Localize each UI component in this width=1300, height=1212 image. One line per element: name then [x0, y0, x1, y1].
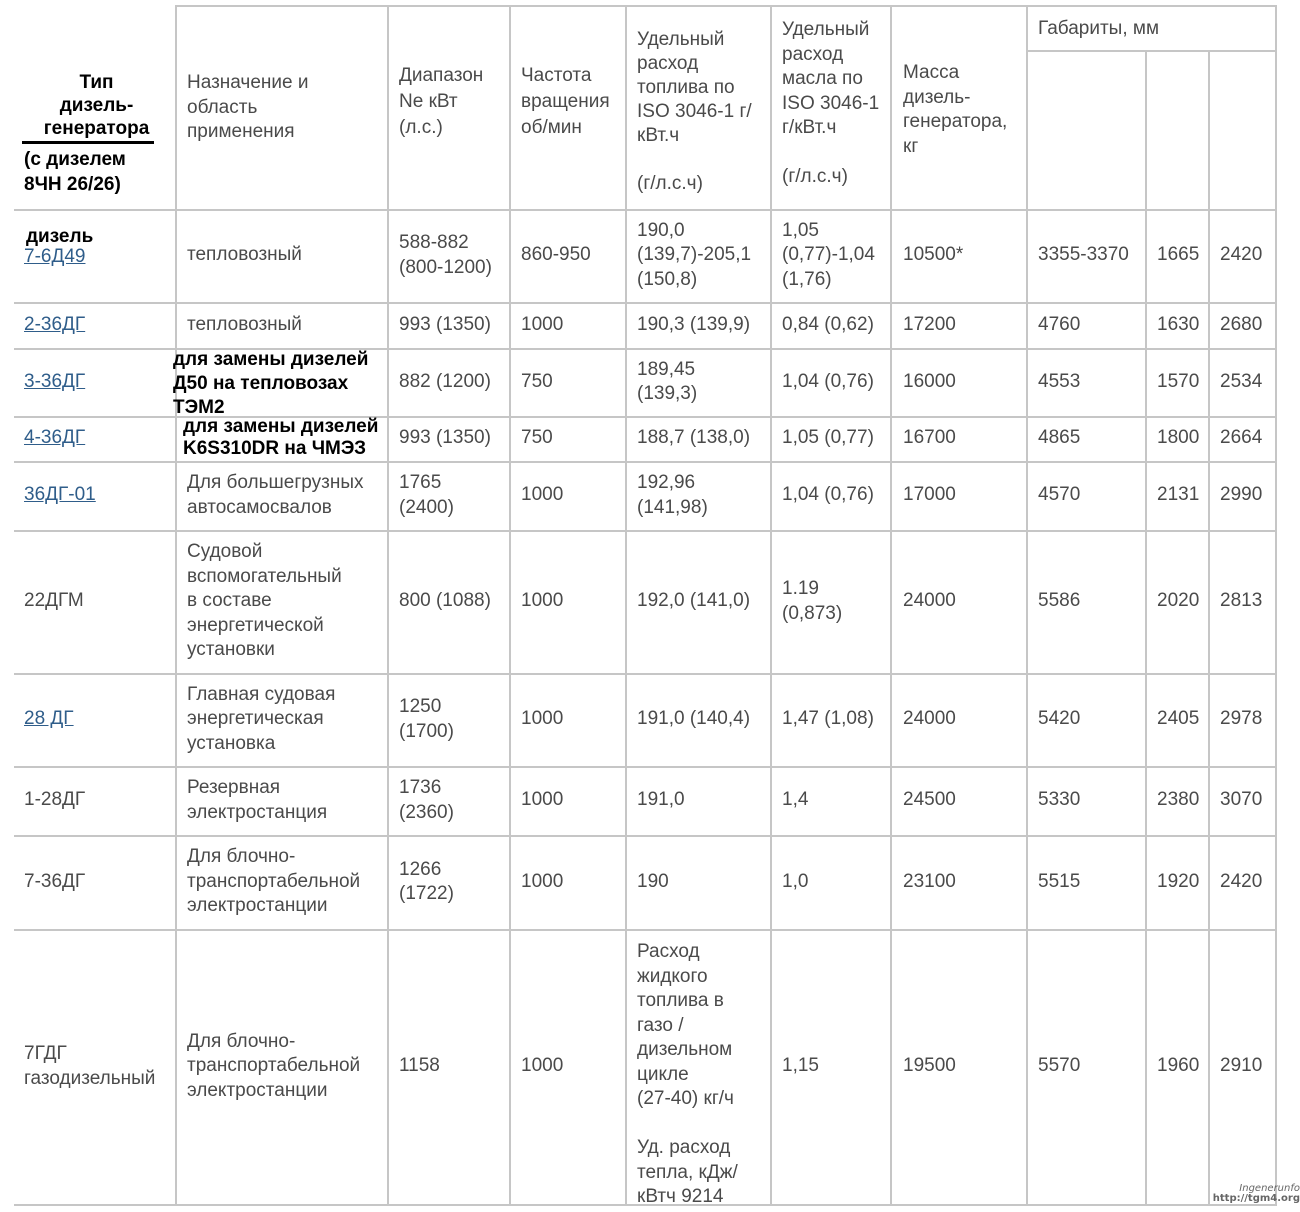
row-border [14, 530, 1277, 532]
cell-type-link[interactable]: 2-36ДГ [24, 313, 86, 335]
col-border [1145, 50, 1147, 1206]
header-fuel: Удельный расход топлива по ISO 3046-1 г/ кВт.ч (г/л.с.ч) [637, 29, 752, 194]
cell-length: 5586 [1038, 590, 1081, 612]
cell-height: 2534 [1220, 370, 1263, 392]
row-border [14, 673, 1277, 675]
cell-purpose: Для блочно- транспортабельной электростанции [187, 846, 361, 917]
header-oil: Удельный расход масла по ISO 3046-1 г/кВт.ч (г/л.с.ч) [782, 19, 880, 187]
cell-fuel: 191,0 (140,4) [637, 708, 751, 730]
cell-range: 1765 (2400) [399, 472, 454, 518]
cell-purpose: для замены дизелей Д50 на тепловозах ТЭМ2 [173, 349, 369, 418]
cell-height: 2990 [1220, 484, 1263, 506]
cell-rpm: 1000 [521, 708, 564, 730]
cell-height: 3070 [1220, 789, 1263, 811]
col-border [175, 6, 177, 1206]
cell-fuel: Расход жидкого топлива в газо / дизельном цикле (27-40) кг/ч Уд. расход тепла, кДж/ кВтч 9214 [637, 941, 738, 1207]
cell-width: 1800 [1157, 427, 1200, 449]
cell-purpose: Резервная электростанция [187, 777, 328, 823]
cell-mass: 16000 [903, 370, 956, 392]
header-type-sub: (с дизелем 8ЧН 26/26) [24, 149, 126, 195]
cell-fuel: 190,3 (139,9) [637, 313, 751, 335]
cell-type-link[interactable]: 36ДГ-01 [24, 484, 96, 506]
cell-range: 882 (1200) [399, 370, 491, 392]
cell-width: 1960 [1157, 1055, 1200, 1077]
cell-type: 7-36ДГ [24, 870, 86, 892]
cell-width: 2405 [1157, 708, 1200, 730]
col-border [387, 6, 389, 1206]
header-mass: Масса дизель- генератора, кг [903, 62, 1008, 157]
cell-mass: 19500 [903, 1055, 956, 1077]
cell-mass: 24000 [903, 708, 956, 730]
cell-mass: 10500* [903, 244, 964, 266]
col-border [890, 6, 892, 1206]
cell-range: 993 (1350) [399, 313, 491, 335]
cell-type: 7ГДГ газодизельный [24, 1043, 156, 1089]
cell-width: 1665 [1157, 244, 1200, 266]
cell-mass: 17000 [903, 484, 956, 506]
col-border [1026, 6, 1028, 1206]
cell-height: 2978 [1220, 708, 1263, 730]
cell-type-link[interactable]: 28 ДГ [24, 708, 74, 730]
cell-mass: 16700 [903, 427, 956, 449]
cell-range: 800 (1088) [399, 590, 491, 612]
cell-purpose: Для блочно- транспортабельной электростанции [187, 1030, 361, 1101]
header-range: Диапазон Ne кВт (л.с.) [399, 65, 484, 138]
header-type-underline [22, 141, 154, 144]
cell-rpm: 1000 [521, 870, 564, 892]
cell-type: 22ДГМ [24, 590, 84, 612]
cell-fuel: 189,45 (139,3) [637, 358, 698, 404]
cell-type-link[interactable]: 7-6Д49 [24, 246, 86, 267]
cell-rpm: 1000 [521, 313, 564, 335]
cell-height: 2420 [1220, 870, 1263, 892]
cell-range: 1266 (1722) [399, 858, 454, 904]
cell-width: 1630 [1157, 313, 1200, 335]
col-border [509, 6, 511, 1206]
header-rpm: Частота вращения об/мин [521, 65, 610, 138]
cell-mass: 24500 [903, 789, 956, 811]
cell-purpose: Для большегрузных автосамосвалов [187, 472, 364, 518]
cell-fuel: 190,0 (139,7)-205,1 (150,8) [637, 219, 752, 290]
cell-height: 2910 [1220, 1055, 1263, 1077]
cell-length: 3355-3370 [1038, 244, 1129, 266]
cell-width: 1920 [1157, 870, 1200, 892]
watermark-line2: http://tgm4.org [1212, 1193, 1300, 1204]
cell-rpm: 1000 [521, 590, 564, 612]
cell-type-link[interactable]: 3-36ДГ [24, 370, 86, 392]
cell-mass: 23100 [903, 870, 956, 892]
cell-width: 2380 [1157, 789, 1200, 811]
cell-oil: 1,15 [782, 1055, 819, 1077]
row-border [175, 5, 1277, 7]
cell-purpose: тепловозный [187, 244, 302, 266]
cell-purpose: Главная судовая энергетическая установка [187, 683, 336, 754]
cell-length: 5515 [1038, 870, 1081, 892]
cell-oil: 1,4 [782, 789, 809, 811]
cell-length: 5330 [1038, 789, 1081, 811]
cell-fuel: 191,0 [637, 789, 685, 811]
col-border [1208, 50, 1210, 1206]
cell-fuel: 192,0 (141,0) [637, 590, 751, 612]
header-dimensions: Габариты, мм [1038, 18, 1160, 39]
row-border [14, 209, 1277, 211]
header-type: Тип дизель- генератора [43, 72, 150, 139]
cell-type-link[interactable]: 4-36ДГ [24, 427, 86, 449]
cell-length: 4865 [1038, 427, 1081, 449]
cell-rpm: 860-950 [521, 244, 591, 266]
cell-height: 2813 [1220, 590, 1263, 612]
cell-width: 2131 [1157, 484, 1200, 506]
cell-length: 4570 [1038, 484, 1081, 506]
cell-oil: 1,05 (0,77)-1,04 (1,76) [782, 219, 875, 290]
row-border [1026, 50, 1277, 52]
cell-rpm: 1000 [521, 789, 564, 811]
cell-range: 993 (1350) [399, 427, 491, 449]
cell-rpm: 750 [521, 427, 553, 449]
col-border [1275, 6, 1277, 1206]
cell-type: 1-28ДГ [24, 789, 86, 811]
cell-oil: 0,84 (0,62) [782, 313, 874, 335]
cell-height: 2680 [1220, 313, 1263, 335]
cell-width: 1570 [1157, 370, 1200, 392]
cell-oil: 1,04 (0,76) [782, 370, 874, 392]
cell-purpose: Судовой вспомогательный в составе энергетической установки [187, 541, 342, 661]
header-purpose: Назначение и область применения [187, 72, 309, 142]
cell-range: 1250 (1700) [399, 696, 454, 742]
cell-fuel: 190 [637, 870, 669, 892]
cell-width: 2020 [1157, 590, 1200, 612]
cell-rpm: 1000 [521, 484, 564, 506]
cell-purpose: тепловозный [187, 313, 302, 335]
cell-length: 4553 [1038, 370, 1081, 392]
cell-oil: 1.19 (0,873) [782, 578, 843, 624]
cell-range: 588-882 (800-1200) [399, 232, 492, 278]
cell-length: 5420 [1038, 708, 1081, 730]
cell-purpose: для замены дизелей K6S310DR на ЧМЭЗ [183, 416, 379, 459]
row-border [14, 766, 1277, 768]
watermark [1205, 1184, 1300, 1204]
cell-mass: 17200 [903, 313, 956, 335]
cell-mass: 24000 [903, 590, 956, 612]
cell-fuel: 188,7 (138,0) [637, 427, 751, 449]
cell-length: 4760 [1038, 313, 1081, 335]
cell-height: 2420 [1220, 244, 1263, 266]
watermark-line1: Ingenerunfo [1239, 1183, 1300, 1194]
cell-fuel: 192,96 (141,98) [637, 472, 708, 518]
row-border [14, 461, 1277, 463]
cell-oil: 1,04 (0,76) [782, 484, 874, 506]
row-border [14, 835, 1277, 837]
cell-oil: 1,47 (1,08) [782, 708, 874, 730]
cell-rpm: 1000 [521, 1055, 564, 1077]
cell-range: 1158 [399, 1055, 440, 1077]
col-border [625, 6, 627, 1206]
cell-height: 2664 [1220, 427, 1263, 449]
cell-type-prefix: дизель [26, 226, 94, 247]
cell-oil: 1,0 [782, 870, 809, 892]
cell-rpm: 750 [521, 370, 553, 392]
cell-oil: 1,05 (0,77) [782, 427, 874, 449]
row-border [14, 929, 1277, 931]
row-border [14, 302, 1277, 304]
col-border [770, 6, 772, 1206]
cell-range: 1736 (2360) [399, 777, 454, 823]
cell-length: 5570 [1038, 1055, 1081, 1077]
